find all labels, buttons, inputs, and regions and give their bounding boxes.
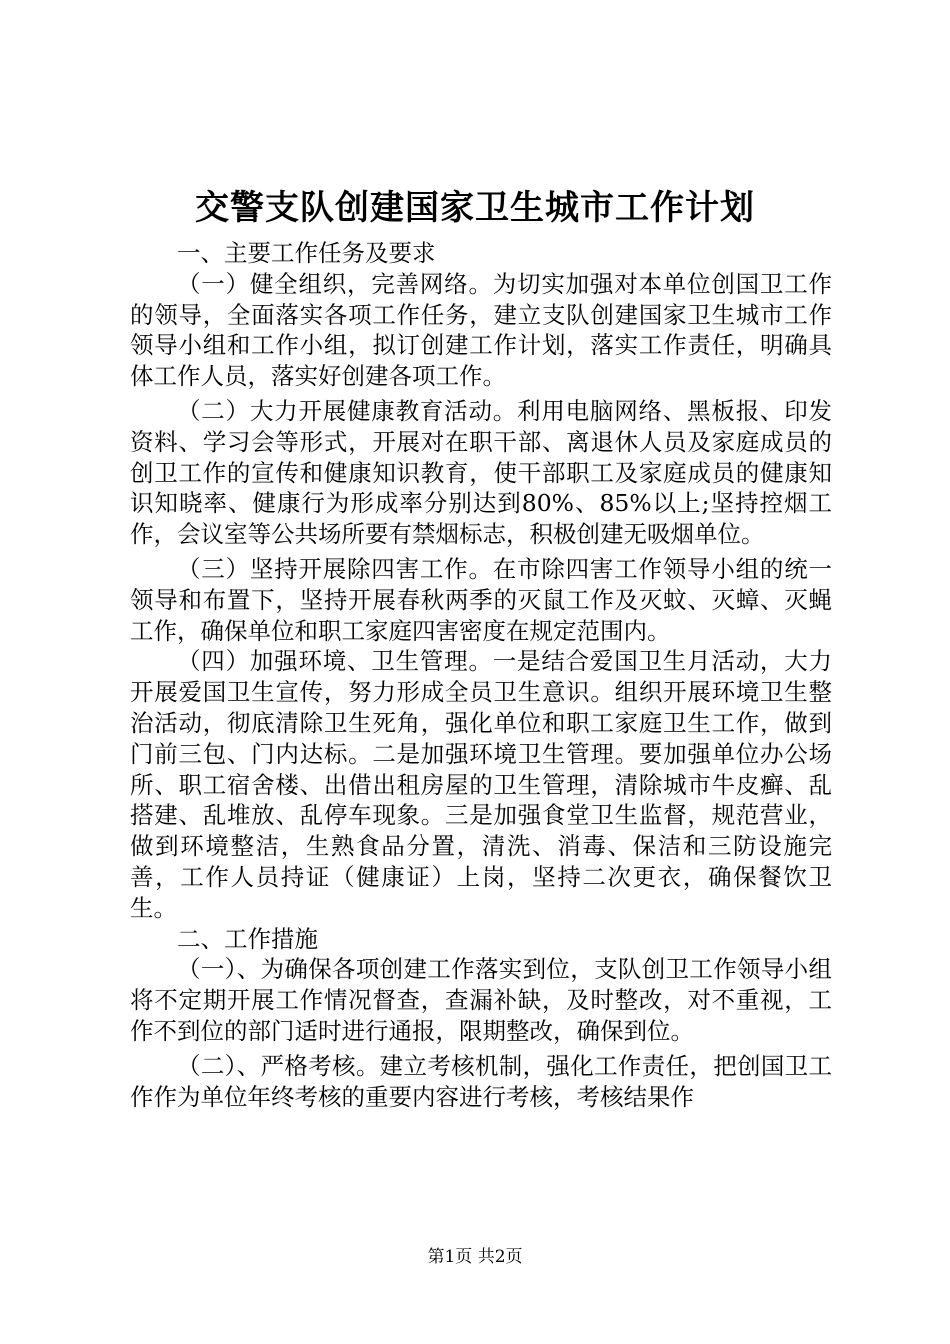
page-number: 第1页 共2页 — [427, 1247, 523, 1267]
paragraph-4: （四）加强环境、卫生管理。一是结合爱国卫生月活动，大力开展爱国卫生宣传，努力形成全员卫生意识。组织开展环境卫生整治活动，彻底清除卫生死角，强化单位和职工家庭卫生工作，做到门前三包、门内达标。二是加强环境卫生管理。要加强单位办公场所、职工宿舍楼、出借出租房屋的卫生管理，清除城市牛皮癣、乱搭建、乱堆放、乱停车现象。三是加强食堂卫生监督，规范营业，做到环境整洁，生熟食品分置，清洗、消毒、保洁和三防设施完善，工作人员持证（健康证）上岗，坚持二次更衣，确保餐饮卫生。 — [130, 647, 832, 922]
paragraph-5: （一）、为确保各项创建工作落实到位，支队创卫工作领导小组将不定期开展工作情况督查，查漏补缺，及时整改，对不重视，工作不到位的部门适时进行通报，限期整改，确保到位。 — [130, 955, 832, 1045]
section-heading-1: 一、主要工作任务及要求 — [177, 239, 436, 267]
paragraph-2: （二）大力开展健康教育活动。利用电脑网络、黑板报、印发资料、学习会等形式，开展对在职干部、离退休人员及家庭成员的创卫工作的宣传和健康知识教育，使干部职工及家庭成员的健康知识知晓率、健康行为形成率分别达到80%、85%以上;坚持控烟工作，会议室等公共场所要有禁烟标志，积极创建无吸烟单位。 — [130, 396, 832, 549]
document-body — [130, 238, 832, 1112]
section-heading-2: 二、工作措施 — [177, 924, 318, 953]
paragraph-6: （二）、严格考核。建立考核机制，强化工作责任，把创国卫工作作为单位年终考核的重要内容进行考核，考核结果作 — [130, 1051, 832, 1111]
paragraph-3: （三）坚持开展除四害工作。在市除四害工作领导小组的统一领导和布置下，坚持开展春秋两季的灭鼠工作及灭蚊、灭蟑、灭蝇工作，确保单位和职工家庭四害密度在规定范围内。 — [130, 554, 832, 645]
paragraph-1: （一）健全组织，完善网络。为切实加强对本单位创国卫工作的领导，全面落实各项工作任务，建立支队创建国家卫生城市工作领导小组和工作小组，拟订创建工作计划，落实工作责任，明确具体工作人员，落实好创建各项工作。 — [130, 269, 832, 391]
page-title: 交警支队创建国家卫生城市工作计划 — [195, 188, 755, 228]
